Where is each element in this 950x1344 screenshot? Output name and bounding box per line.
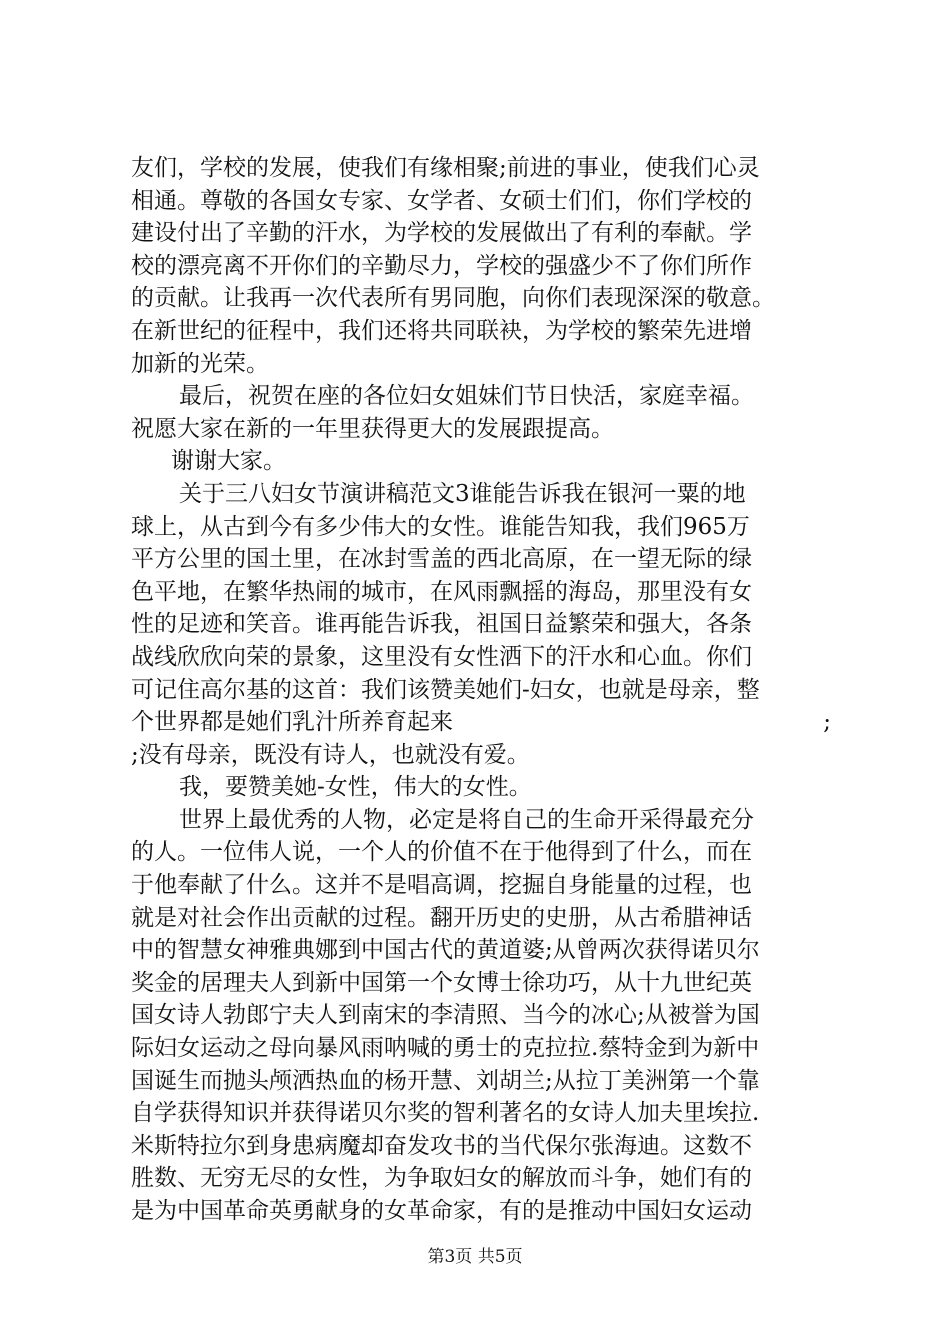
page-footer [0, 1242, 950, 1267]
text-line: 校的漂亮离不开你们的辛勤尽力，学校的强盛少不了你们所作 [131, 252, 752, 279]
text-line: 的人。一位伟人说，一个人的价值不在于他得到了什么，而在 [131, 839, 752, 866]
text-line: 球上，从古到今有多少伟大的女性。谁能告知我，我们965万 [131, 513, 750, 540]
text-line: ;没有母亲，既没有诗人，也就没有爱。 [131, 741, 530, 768]
text-line: 的贡献。让我再一次代表所有男同胞，向你们表现深深的敬意。 [131, 285, 775, 312]
text-line: 加新的光荣。 [131, 350, 269, 377]
text-line: 国女诗人勃郎宁夫人到南宋的李清照、当今的冰心;从被誉为国 [131, 1002, 760, 1029]
text-line: 性的足迹和笑音。谁再能告诉我，祖国日益繁荣和强大，各条 [131, 611, 752, 638]
text-line: 在新世纪的征程中，我们还将共同联袂，为学校的繁荣先进增 [131, 317, 752, 344]
text-line: 平方公里的国土里，在冰封雪盖的西北高原，在一望无际的绿 [131, 546, 752, 573]
paragraph-first-line: 我，要赞美她-女性，伟大的女性。 [179, 774, 532, 801]
paragraph-first-line: 谢谢大家。 [171, 448, 286, 475]
text-line: 奖金的居理夫人到新中国第一个女博士徐功巧，从十九世纪英 [131, 969, 752, 996]
text-line: 中的智慧女神雅典娜到中国古代的黄道婆;从曾两次获得诺贝尔 [131, 937, 760, 964]
text-line: 于他奉献了什么。这并不是唱高调，挖掘自身能量的过程，也 [131, 872, 752, 899]
text-line: 战线欣欣向荣的景象，这里没有女性洒下的汗水和心血。你们 [131, 643, 752, 670]
text-line: 是为中国革命英勇献身的女革命家，有的是推动中国妇女运动 [131, 1198, 752, 1224]
text-line-start: 个世界都是她们乳汁所养育起来 [131, 709, 453, 736]
paragraph-first-line: 关于三八妇女节演讲稿范文3谁能告诉我在银河一粟的地 [179, 480, 746, 507]
text-line: 就是对社会作出贡献的过程。翻开历史的史册，从古希腊神话 [131, 904, 752, 931]
text-line: 友们，学校的发展，使我们有缘相聚;前进的事业，使我们心灵 [131, 155, 760, 181]
paragraph-first-line: 最后，祝贺在座的各位妇女姐妹们节日快活，家庭幸福。 [179, 383, 754, 410]
page-number: 第3页 共5页 [427, 1247, 523, 1267]
justified-line [131, 706, 831, 739]
text-line: 国诞生而抛头颅洒热血的杨开慧、刘胡兰;从拉丁美洲第一个靠 [131, 1067, 760, 1094]
text-line: 相通。尊敬的各国女专家、女学者、女硕士们们，你们学校的 [131, 187, 752, 214]
text-line: 祝愿大家在新的一年里获得更大的发展跟提高。 [131, 415, 614, 442]
text-line: 色平地，在繁华热闹的城市，在风雨飘摇的海岛，那里没有女 [131, 578, 752, 605]
document-body [131, 152, 831, 1228]
paragraph-first-line: 世界上最优秀的人物，必定是将自己的生命开采得最充分 [179, 806, 754, 833]
text-line: 建设付出了辛勤的汗水，为学校的发展做出了有利的奉献。学 [131, 220, 752, 247]
text-line: 胜数、无穷无尽的女性，为争取妇女的解放而斗争，她们有的 [131, 1165, 752, 1192]
text-line: 自学获得知识并获得诺贝尔奖的智利著名的女诗人加夫里埃拉. [131, 1100, 760, 1127]
text-line: 可记住高尔基的这首：我们该赞美她们-妇女，也就是母亲，整 [131, 676, 760, 703]
text-line: 米斯特拉尔到身患病魔却奋发攻书的当代保尔张海迪。这数不 [131, 1132, 752, 1159]
text-line: 际妇女运动之母向暴风雨呐喊的勇士的克拉拉.蔡特金到为新中 [131, 1035, 760, 1062]
text-line-end: ; [823, 709, 831, 736]
